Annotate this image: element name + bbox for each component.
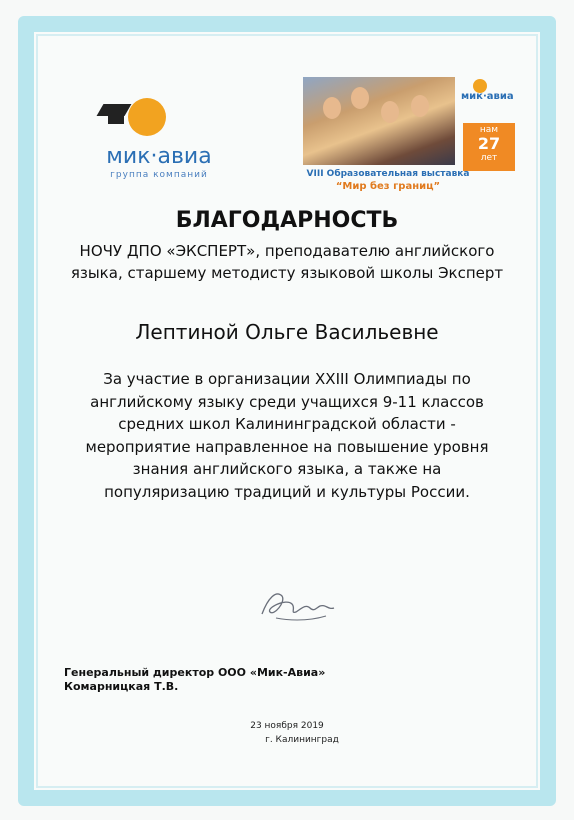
recipient-name: Лептиной Ольге Васильевне [135, 320, 439, 344]
certificate-title: БЛАГОДАРНОСТЬ [175, 208, 399, 233]
company-logo [100, 98, 220, 188]
signer-title: Генеральный директор ООО «Мик-Авиа» [64, 666, 326, 679]
logo-circle-icon [128, 98, 166, 136]
signer-name: Комарницкая Т.В. [64, 680, 179, 693]
exhibition-name: “Мир без границ” [335, 181, 441, 192]
recipient-organization: НОЧУ ДПО «ЭКСПЕРТ», преподавателю английского языка, старшему методисту языковой школы Эксперт [70, 242, 504, 282]
banner-brand-name: мик·авиа [461, 91, 514, 102]
certificate-body: За участие в организации XXIII Олимпиады по английскому языку среди учащихся 9-11 классов средних школ Калининградской области - мероприятие направленное на повышение уровня знания английского языка, а также на популяризацию традиций и культуры России. [85, 370, 489, 501]
exhibition-edition: VIII Образовательная выставка [306, 169, 470, 179]
years-prefix: нам [479, 125, 499, 135]
graduation-cap-base-icon [108, 114, 124, 124]
exhibition-banner [303, 77, 515, 197]
issue-city: г. Калининград [265, 735, 339, 745]
students-photo [303, 77, 455, 165]
logo-tagline: группа компаний [110, 170, 208, 180]
issue-date: 23 ноября 2019 [250, 721, 324, 731]
years-number: 27 [477, 134, 501, 153]
logo-brand-name: мик·авиа [106, 144, 212, 169]
signature-image [256, 578, 346, 628]
anniversary-badge [463, 123, 515, 171]
years-suffix: лет [480, 153, 498, 163]
